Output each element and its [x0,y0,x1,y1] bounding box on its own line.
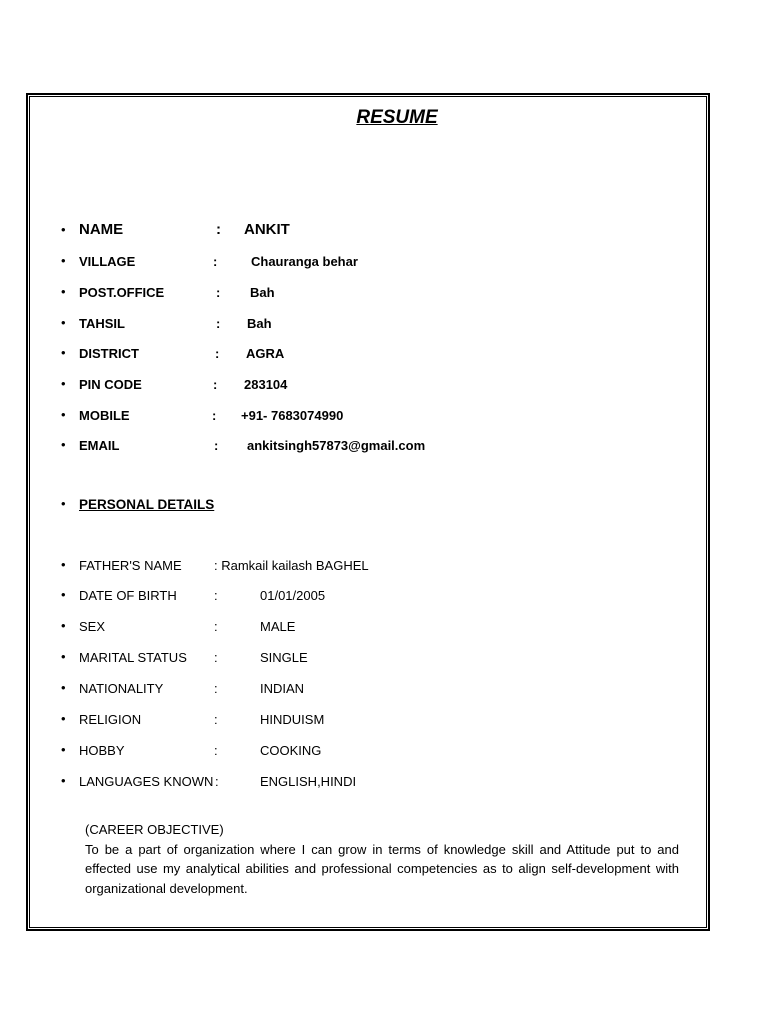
bullet-icon: • [61,649,66,664]
contact-row-email [0,438,768,460]
resume-title: RESUME [356,107,438,128]
contact-value: +91- 7683074990 [241,408,344,423]
contact-value: Bah [247,316,272,331]
personal-label: RELIGION [79,712,142,727]
contact-value: 283104 [244,377,288,392]
personal-value: INDIAN [260,681,305,696]
contact-colon: : [213,254,218,269]
personal-value: COOKING [260,743,322,758]
bullet-icon: • [61,376,66,391]
bullet-icon: • [61,742,66,757]
bullet-icon: • [61,284,66,299]
contact-colon: : [212,408,217,423]
personal-colon: : [214,588,218,603]
contact-row-tahsil [0,316,768,338]
personal-value: HINDUISM [260,712,325,727]
contact-label: PIN CODE [79,377,142,392]
personal-colon: : [214,681,218,696]
personal-colon: : [214,743,218,758]
bullet-icon: • [61,407,66,422]
personal-value: 01/01/2005 [260,588,326,603]
personal-row-religion [0,712,768,734]
contact-row-name [0,221,768,243]
contact-colon: : [216,316,221,331]
bullet-icon: • [61,315,66,330]
contact-value: AGRA [246,346,285,361]
contact-row-pin-code [0,377,768,399]
contact-value: Chauranga behar [251,254,358,269]
bullet-icon: • [61,618,66,633]
bullet-icon: • [61,345,66,360]
personal-colon: : [214,650,218,665]
contact-label: NAME [79,221,124,238]
bullet-icon: • [61,557,66,572]
personal-label: MARITAL STATUS [79,650,187,665]
contact-label: VILLAGE [79,254,136,269]
personal-colon-value: : Ramkail kailash BAGHEL [214,558,369,573]
personal-value: SINGLE [260,650,308,665]
contact-row-district [0,346,768,368]
contact-label: EMAIL [79,438,120,453]
bullet-icon: • [61,680,66,695]
bullet-icon: • [61,253,66,268]
bullet-icon: • [61,437,66,452]
personal-row-sex [0,619,768,641]
contact-colon: : [213,377,218,392]
personal-row-marital-status [0,650,768,672]
personal-colon: : [215,774,219,789]
career-objective-text: To be a part of organization where I can grow in terms of knowledge skill and Attitude put to and effected use my analytical abilities and professional competencies as to align self-development with organizational development. [85,841,679,896]
bullet-icon: • [61,773,66,788]
bullet-icon: • [61,587,66,602]
bullet-icon: • [61,711,66,726]
contact-row-post-office [0,285,768,307]
personal-label: SEX [79,619,106,634]
bullet-icon: • [61,222,66,237]
contact-label: POST.OFFICE [79,285,165,300]
contact-colon: : [216,221,221,238]
personal-label: HOBBY [79,743,125,758]
personal-label: FATHER'S NAME [79,558,182,573]
personal-colon: : [214,619,218,634]
personal-colon: : [214,712,218,727]
contact-value: ANKIT [244,221,290,238]
personal-details-heading-row [0,497,768,519]
personal-label: DATE OF BIRTH [79,588,177,603]
personal-value: ENGLISH,HINDI [260,774,357,789]
personal-label: LANGUAGES KNOWN [79,774,214,789]
contact-label: DISTRICT [79,346,139,361]
contact-value: Bah [250,285,275,300]
contact-row-village [0,254,768,276]
personal-row-fathers-name [0,558,768,580]
contact-colon: : [215,346,220,361]
contact-label: MOBILE [79,408,130,423]
career-objective-block [85,820,679,898]
contact-row-mobile [0,408,768,430]
personal-label: NATIONALITY [79,681,164,696]
contact-label: TAHSIL [79,316,125,331]
personal-row-nationality [0,681,768,703]
personal-value: MALE [260,619,296,634]
bullet-icon: • [61,496,66,511]
career-objective-heading: (CAREER OBJECTIVE) [85,822,224,837]
personal-row-date-of-birth [0,588,768,610]
contact-colon: : [214,438,219,453]
personal-row-hobby [0,743,768,765]
contact-colon: : [216,285,221,300]
personal-details-heading: PERSONAL DETAILS [79,497,215,512]
contact-value: ankitsingh57873@gmail.com [247,438,426,453]
personal-row-languages-known [0,774,768,796]
